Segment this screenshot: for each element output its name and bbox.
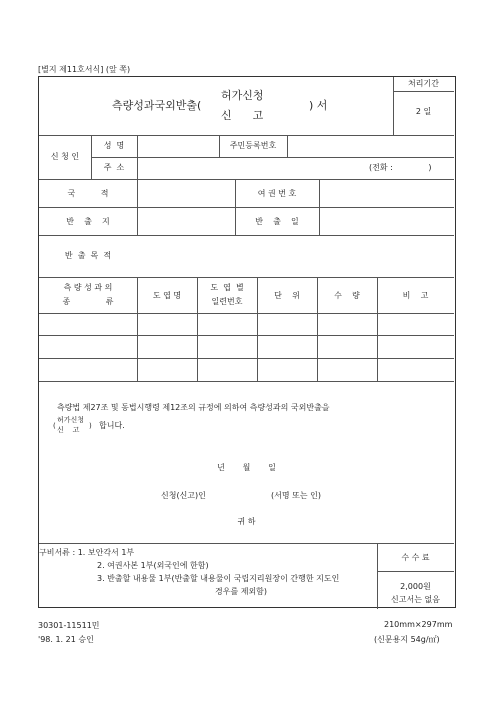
- divider: [377, 571, 454, 572]
- export-date-field[interactable]: [320, 208, 454, 235]
- divider: [39, 277, 454, 278]
- title-suffix: ) 서: [309, 99, 328, 112]
- statement-text: 측량법 제27조 및 동법시행령 제12조의 규정에 의하여 측량성과의 국외반출을: [57, 403, 330, 412]
- date-field[interactable]: 년 월 일: [217, 463, 276, 472]
- fee-note: 신고서는 없음: [391, 595, 440, 604]
- form-label: [별지 제11호서식] (앞 쪽): [38, 65, 131, 74]
- address-label: 주 소: [103, 163, 125, 172]
- col-unit: 단 위: [274, 291, 300, 300]
- paper-type: (신문용지 54g/㎡): [374, 635, 440, 644]
- addressee: 귀 하: [237, 517, 256, 526]
- name-field[interactable]: [138, 136, 219, 157]
- nationality-field[interactable]: [138, 180, 235, 207]
- col-remarks: 비 고: [402, 291, 429, 300]
- statement-option-report: 신 고: [57, 426, 80, 434]
- statement-paren-open: (: [53, 422, 56, 430]
- export-purpose-field[interactable]: [138, 236, 454, 277]
- application-form: [38, 76, 456, 608]
- applicant-signature-label: 신청(신고)인: [161, 491, 206, 500]
- divider: [235, 179, 236, 235]
- passport-number-field[interactable]: [320, 180, 454, 207]
- resident-number-label: 주민등록번호: [229, 141, 277, 150]
- divider: [393, 91, 454, 92]
- col-survey-type-2: 종 류: [62, 297, 114, 306]
- statement-suffix: 합니다.: [99, 421, 125, 430]
- form-code: 30301-11511민: [38, 621, 100, 630]
- col-quantity: 수 량: [334, 291, 360, 300]
- table-row[interactable]: [39, 336, 454, 358]
- export-date-label: 반 출 일: [255, 217, 299, 226]
- table-row[interactable]: [39, 314, 454, 335]
- name-label: 성 명: [103, 141, 125, 150]
- title-option-permit: 허가신청: [221, 89, 264, 102]
- address-field[interactable]: [138, 158, 368, 179]
- export-purpose-label: 반 출 목 적: [64, 251, 112, 260]
- processing-period-label: 처리기간: [408, 79, 439, 88]
- title-main: 측량성과국외반출(: [112, 99, 202, 112]
- required-document-item: 3. 반출할 내용물 1부(반출할 내용물이 국립지리원장이 간행한 지도인: [97, 574, 340, 583]
- export-destination-field[interactable]: [138, 208, 235, 235]
- resident-number-field[interactable]: [288, 136, 454, 157]
- col-map-serial: 도 엽 별: [210, 283, 244, 292]
- required-document-item-cont: 경우를 제외함): [215, 587, 268, 596]
- paper-size: 210mm×297mm: [384, 620, 453, 629]
- table-row[interactable]: [39, 359, 454, 381]
- fee-amount: 2,000원: [400, 582, 431, 591]
- title-option-report: 신 고: [221, 109, 264, 122]
- approval-date: '98. 1. 21 승인: [38, 635, 94, 644]
- passport-number-label: 여 권 번 호: [257, 189, 297, 198]
- statement-paren-close: ): [89, 422, 92, 430]
- required-document-item: 2. 여권사본 1부(외국인에 한함): [97, 561, 209, 570]
- statement-option-permit: 허가신청: [57, 416, 85, 424]
- col-map-serial-2: 일련번호: [211, 297, 243, 306]
- signature-field[interactable]: (서명 또는 인): [271, 491, 321, 500]
- divider: [39, 543, 454, 544]
- nationality-label: 국 적: [67, 189, 109, 198]
- phone-field[interactable]: (전화 : ): [369, 163, 432, 172]
- col-map-name: 도 엽 명: [152, 291, 182, 300]
- applicant-label: 신 청 인: [50, 152, 80, 161]
- col-survey-type: 측 량 성 과 의: [63, 283, 113, 292]
- fee-label: 수 수 료: [401, 553, 430, 562]
- processing-period-value: 2 일: [415, 107, 432, 116]
- export-destination-label: 반 출 지: [66, 217, 110, 226]
- divider: [39, 381, 454, 382]
- required-documents-label: 구비서류 : 1. 보안각서 1부: [39, 548, 135, 557]
